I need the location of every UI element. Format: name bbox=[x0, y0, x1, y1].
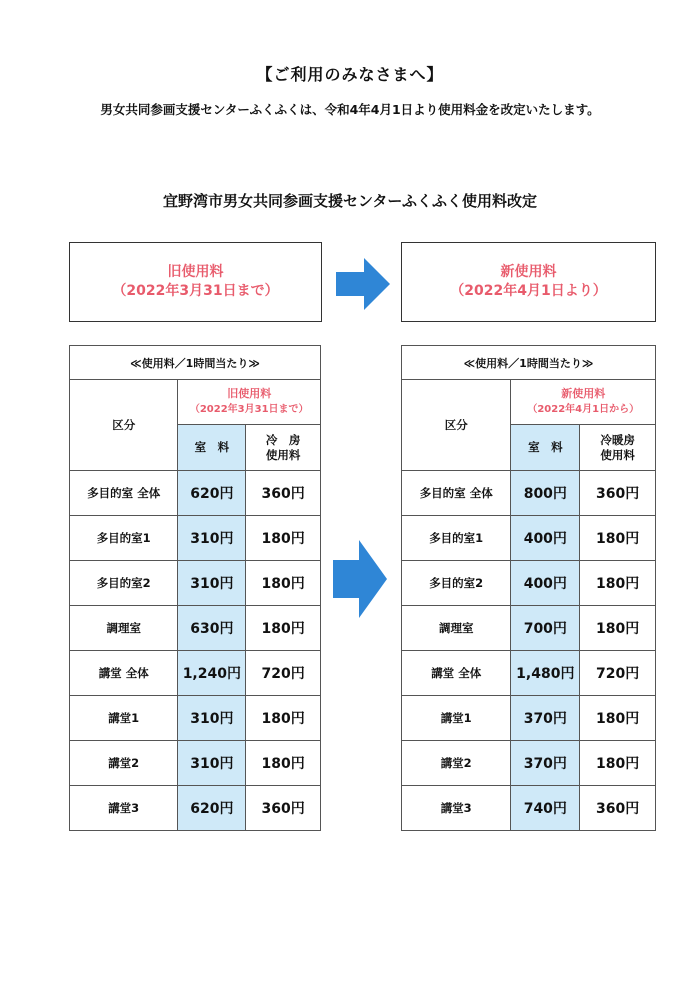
ac-fee: 360円 bbox=[246, 471, 321, 516]
table-row bbox=[70, 471, 321, 516]
room-name: 多目的室2 bbox=[70, 561, 178, 606]
ac-fee: 180円 bbox=[246, 741, 321, 786]
table-row bbox=[70, 606, 321, 651]
table-row bbox=[70, 561, 321, 606]
arrow-right-icon bbox=[333, 540, 387, 618]
table-row bbox=[70, 696, 321, 741]
ac-fee: 180円 bbox=[580, 741, 656, 786]
new-table-ac-header-line2: 使用料 bbox=[600, 447, 635, 462]
new-fee-box-title: 新使用料 bbox=[500, 264, 557, 281]
room-fee: 400円 bbox=[511, 561, 580, 606]
ac-fee: 180円 bbox=[246, 516, 321, 561]
ac-fee: 180円 bbox=[246, 606, 321, 651]
room-name: 調理室 bbox=[70, 606, 178, 651]
table-row bbox=[402, 741, 656, 786]
old-table-fee-header bbox=[178, 380, 321, 425]
new-table-room-header: 室 料 bbox=[511, 425, 580, 471]
new-table-fee-header bbox=[511, 380, 656, 425]
new-table-fee-period: （2022年4月1日から） bbox=[527, 404, 640, 415]
ac-fee: 360円 bbox=[580, 471, 656, 516]
old-table-room-header: 室 料 bbox=[178, 425, 246, 471]
old-table-caption: ≪使用料／1時間当たり≫ bbox=[70, 346, 321, 380]
room-fee: 740円 bbox=[511, 786, 580, 831]
room-fee: 310円 bbox=[178, 516, 246, 561]
table-row bbox=[70, 651, 321, 696]
new-fee-box bbox=[401, 242, 656, 322]
room-name: 講堂3 bbox=[402, 786, 511, 831]
room-name: 講堂2 bbox=[70, 741, 178, 786]
ac-fee: 360円 bbox=[580, 786, 656, 831]
ac-fee: 180円 bbox=[246, 561, 321, 606]
notice-title: 【ご利用のみなさまへ】 bbox=[256, 65, 444, 84]
room-fee: 800円 bbox=[511, 471, 580, 516]
old-table-ac-header-line2: 使用料 bbox=[265, 447, 301, 462]
table-row bbox=[402, 471, 656, 516]
table-row bbox=[70, 516, 321, 561]
room-name: 多目的室 全体 bbox=[70, 471, 178, 516]
table-row bbox=[402, 606, 656, 651]
table-row bbox=[402, 561, 656, 606]
room-fee: 620円 bbox=[178, 471, 246, 516]
old-fee-table bbox=[69, 345, 321, 831]
old-table-ac-header-line1: 冷 房 bbox=[265, 432, 301, 447]
room-name: 講堂1 bbox=[402, 696, 511, 741]
new-table-caption: ≪使用料／1時間当たり≫ bbox=[402, 346, 656, 380]
room-fee: 310円 bbox=[178, 741, 246, 786]
ac-fee: 180円 bbox=[580, 561, 656, 606]
ac-fee: 180円 bbox=[246, 696, 321, 741]
new-table-ac-header bbox=[580, 425, 656, 471]
new-table-fee-title: 新使用料 bbox=[561, 387, 606, 401]
arrow-right-icon bbox=[336, 258, 390, 310]
ac-fee: 360円 bbox=[246, 786, 321, 831]
table-row bbox=[402, 651, 656, 696]
room-fee: 400円 bbox=[511, 516, 580, 561]
room-fee: 620円 bbox=[178, 786, 246, 831]
ac-fee: 720円 bbox=[580, 651, 656, 696]
notice-body: 男女共同参画支援センターふくふくは、令和4年4月1日より使用料金を改定いたします。 bbox=[100, 102, 600, 117]
new-fee-box-period: （2022年4月1日より） bbox=[450, 283, 607, 299]
old-table-fee-title: 旧使用料 bbox=[227, 387, 272, 401]
old-table-ac-header bbox=[246, 425, 321, 471]
room-fee: 370円 bbox=[511, 741, 580, 786]
old-table-category-header: 区分 bbox=[70, 380, 178, 471]
room-name: 講堂3 bbox=[70, 786, 178, 831]
room-fee: 630円 bbox=[178, 606, 246, 651]
new-fee-table bbox=[401, 345, 656, 831]
new-table-ac-header-line1: 冷暖房 bbox=[600, 432, 635, 447]
room-name: 多目的室2 bbox=[402, 561, 511, 606]
room-fee: 310円 bbox=[178, 561, 246, 606]
ac-fee: 180円 bbox=[580, 606, 656, 651]
room-name: 講堂1 bbox=[70, 696, 178, 741]
section-title: 宜野湾市男女共同参画支援センターふくふく使用料改定 bbox=[162, 192, 538, 210]
room-name: 多目的室 全体 bbox=[402, 471, 511, 516]
room-name: 多目的室1 bbox=[70, 516, 178, 561]
table-row bbox=[70, 741, 321, 786]
table-row bbox=[402, 786, 656, 831]
old-fee-box-period: （2022年3月31日まで） bbox=[112, 283, 279, 299]
ac-fee: 180円 bbox=[580, 696, 656, 741]
room-name: 調理室 bbox=[402, 606, 511, 651]
room-fee: 1,240円 bbox=[178, 651, 246, 696]
ac-fee: 720円 bbox=[246, 651, 321, 696]
table-row bbox=[402, 696, 656, 741]
old-fee-box-title: 旧使用料 bbox=[167, 264, 224, 281]
room-name: 講堂2 bbox=[402, 741, 511, 786]
room-name: 講堂 全体 bbox=[70, 651, 178, 696]
old-fee-box bbox=[69, 242, 322, 322]
new-table-category-header: 区分 bbox=[402, 380, 511, 471]
table-row bbox=[70, 786, 321, 831]
room-fee: 700円 bbox=[511, 606, 580, 651]
room-fee: 1,480円 bbox=[511, 651, 580, 696]
room-name: 講堂 全体 bbox=[402, 651, 511, 696]
table-row bbox=[402, 516, 656, 561]
old-table-fee-period: （2022年3月31日まで） bbox=[189, 404, 309, 415]
room-fee: 370円 bbox=[511, 696, 580, 741]
room-fee: 310円 bbox=[178, 696, 246, 741]
ac-fee: 180円 bbox=[580, 516, 656, 561]
room-name: 多目的室1 bbox=[402, 516, 511, 561]
